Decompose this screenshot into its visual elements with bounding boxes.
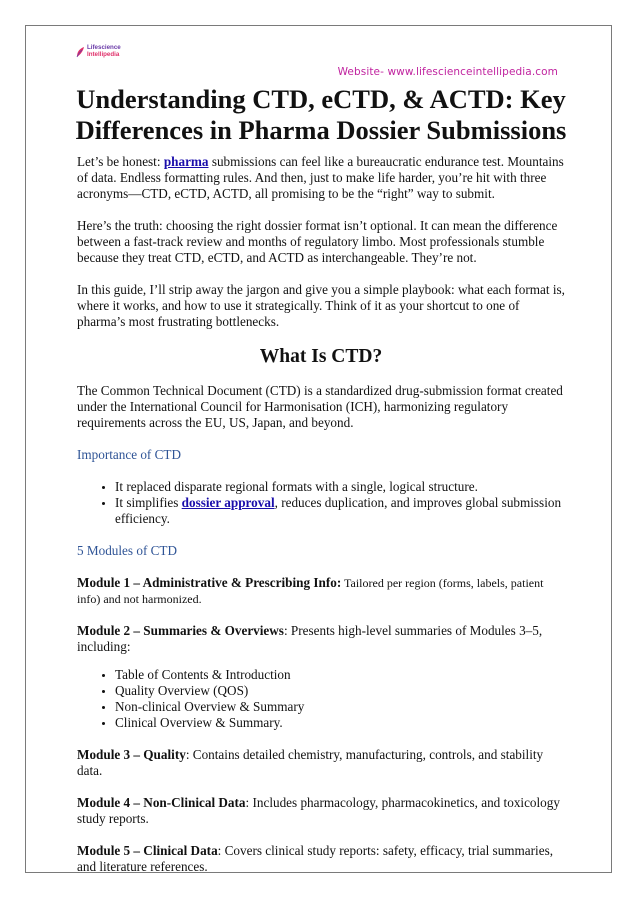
module-3-label: Module 3 – Quality	[77, 747, 186, 762]
website-url[interactable]: Website- www.lifescienceintellipedia.com	[337, 66, 558, 78]
importance-list	[77, 479, 565, 527]
module-3-text: : Contains detailed chemistry, manufacturing, controls, and stability data.	[77, 747, 544, 778]
module-3	[77, 747, 565, 779]
document-body	[77, 84, 565, 891]
site-logo[interactable]	[76, 45, 121, 59]
importance-item-2	[115, 495, 565, 527]
section-heading-ctd: What Is CTD?	[259, 346, 383, 367]
intro-p1-after: submissions can feel like a bureaucratic endurance test. Mountains of data. Endless formatting rules. And then, just to make life harder, you’re hit with three acronyms—CTD, eCTD, ACTD, all promising to be the “right” way to submit.	[77, 154, 564, 201]
module-1-text: Tailored per region (forms, labels, patient info) and not harmonized.	[77, 576, 544, 606]
logo-line-2: Intellipedia	[87, 50, 120, 58]
module-4-text: : Includes pharmacology, pharmacokinetics, and toxicology study reports.	[77, 795, 560, 826]
document-title: Understanding CTD, eCTD, & ACTD: Key Differences in Pharma Dossier Submissions	[75, 84, 567, 145]
importance-heading: Importance of CTD	[77, 447, 181, 462]
pharma-link[interactable]: pharma	[163, 154, 209, 169]
importance-item-2-before: It simplifies	[115, 495, 182, 510]
module-2	[77, 623, 565, 655]
module-2-item: • Quality Overview (QOS)	[115, 683, 565, 699]
ctd-paragraph: The Common Technical Document (CTD) is a standardized drug-submission format created under the International Council for Harmonisation (ICH), harmonizing regulatory requirements across the EU, US, Japan, and beyond.	[77, 383, 563, 430]
modules-heading: 5 Modules of CTD	[77, 543, 178, 558]
module-4	[77, 795, 565, 827]
logo-text	[87, 45, 121, 59]
module-2-item: • Table of Contents & Introduction	[115, 667, 565, 683]
module-2-text: : Presents high-level summaries of Modules 3–5, including:	[77, 623, 543, 654]
module-1-label: Module 1 – Administrative & Prescribing Info:	[77, 575, 342, 590]
logo-line-1: Lifescience	[87, 44, 121, 51]
module-2-list	[77, 667, 565, 731]
module-1	[77, 575, 565, 607]
intro-p1-before: Let’s be honest:	[77, 154, 164, 169]
module-5-label: Module 5 – Clinical Data	[77, 843, 218, 858]
module-5-text: : Covers clinical study reports: safety, efficacy, trial summaries, and literature references.	[77, 843, 553, 874]
intro-paragraph-2: Here’s the truth: choosing the right dossier format isn’t optional. It can mean the difference between a fast-track review and months of regulatory limbo. Most professionals stumble because they treat CTD, eCTD, and ACTD as interchangeable. They’re not.	[77, 218, 558, 265]
dossier-approval-link[interactable]: dossier approval	[181, 495, 275, 510]
module-2-item: • Non-clinical Overview & Summary	[115, 699, 565, 715]
module-4-label: Module 4 – Non-Clinical Data	[77, 795, 246, 810]
module-2-label: Module 2 – Summaries & Overviews	[77, 623, 284, 638]
importance-item-2-after: , reduces duplication, and improves global submission efficiency.	[115, 495, 562, 526]
logo-icon	[76, 46, 85, 58]
intro-paragraph-1	[77, 154, 565, 202]
importance-item-1: • It replaced disparate regional formats with a single, logical structure.	[115, 479, 565, 495]
module-5	[77, 843, 565, 875]
module-2-item: • Clinical Overview & Summary.	[115, 715, 565, 731]
intro-paragraph-3: In this guide, I’ll strip away the jargon and give you a simple playbook: what each format is, where it works, and how to use it strategically. Think of it as your shortcut to one of pharma’s most frustrating bottlenecks.	[77, 282, 565, 329]
